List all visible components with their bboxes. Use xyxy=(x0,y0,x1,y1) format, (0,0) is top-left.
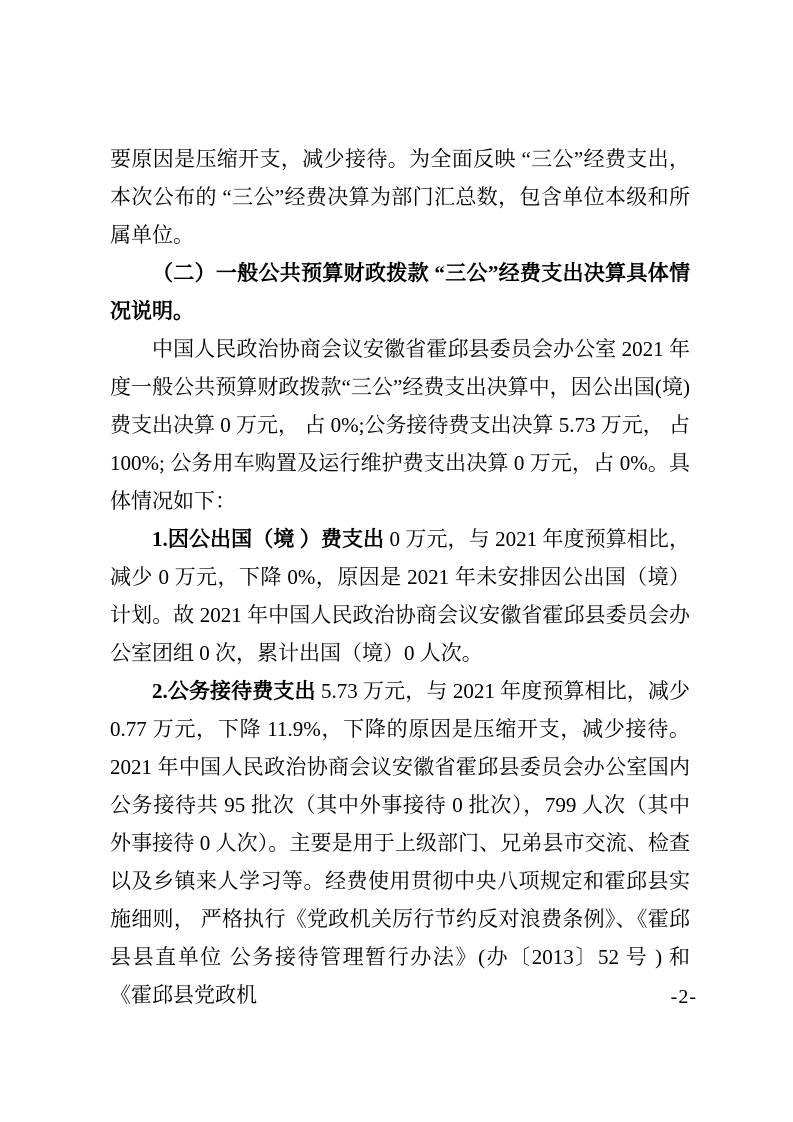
paragraph-continuation: 要原因是压缩开支，减少接待。为全面反映 “三公”经费支出，本次公布的 “三公”经费决算为部门汇总数，包含单位本级和所属单位。 xyxy=(110,147,690,247)
paragraph-item-1 xyxy=(110,520,690,672)
paragraph-overview: 中国人民政治协商会议安徽省霍邱县委员会办公室 2021 年度一般公共预算财政拨款“三公”经费支出决算中，因公出国(境)费支出决算 0 万元， 占 0%;公务接待费支出决算 5.73 万元， 占 100%; 公务用车购置及运行维护费支出决算 0 万元，占 0%。具体情况如下： xyxy=(110,337,690,513)
paragraph-item-2 xyxy=(110,672,690,1014)
item-2-lead: 2.公务接待费支出 xyxy=(152,679,316,703)
item-2-body: 5.73 万元，与 2021 年度预算相比，减少 0.77 万元，下降 11.9%，下降的原因是压缩开支，减少接待。2021 年中国人民政治协商会议安徽省霍邱县委员会办公室国内公务接待共 95 批次（其中外事接待 0 批次），799 人次（其中外事接待 0 人次）。主要是用于上级部门、兄弟县市交流、检查以及乡镇来人学习等。经费使用贯彻中央八项规定和霍邱县实施细则， 严格执行《党政机关厉行节约反对浪费条例》、《霍邱县县直单位 公务接待管理暂行办法》(办〔2013〕52 号 ) 和《霍邱县党政机 xyxy=(110,679,691,1007)
page-number: -2- xyxy=(670,986,697,1008)
item-1-body: 0 万元，与 2021 年度预算相比，减少 0 万元，下降 0%，原因是 2021 年未安排因公出国（境）计划。故 2021 年中国人民政治协商会议安徽省霍邱县委员会办公室团组 0 次，累计出国（境）0 人次。 xyxy=(110,527,691,665)
section-heading: （二）一般公共预算财政拨款 “三公”经费支出决算具体情况说明。 xyxy=(110,261,690,323)
document-body xyxy=(110,140,690,1014)
item-1-lead: 1.因公出国（境 ）费支出 xyxy=(152,527,385,551)
